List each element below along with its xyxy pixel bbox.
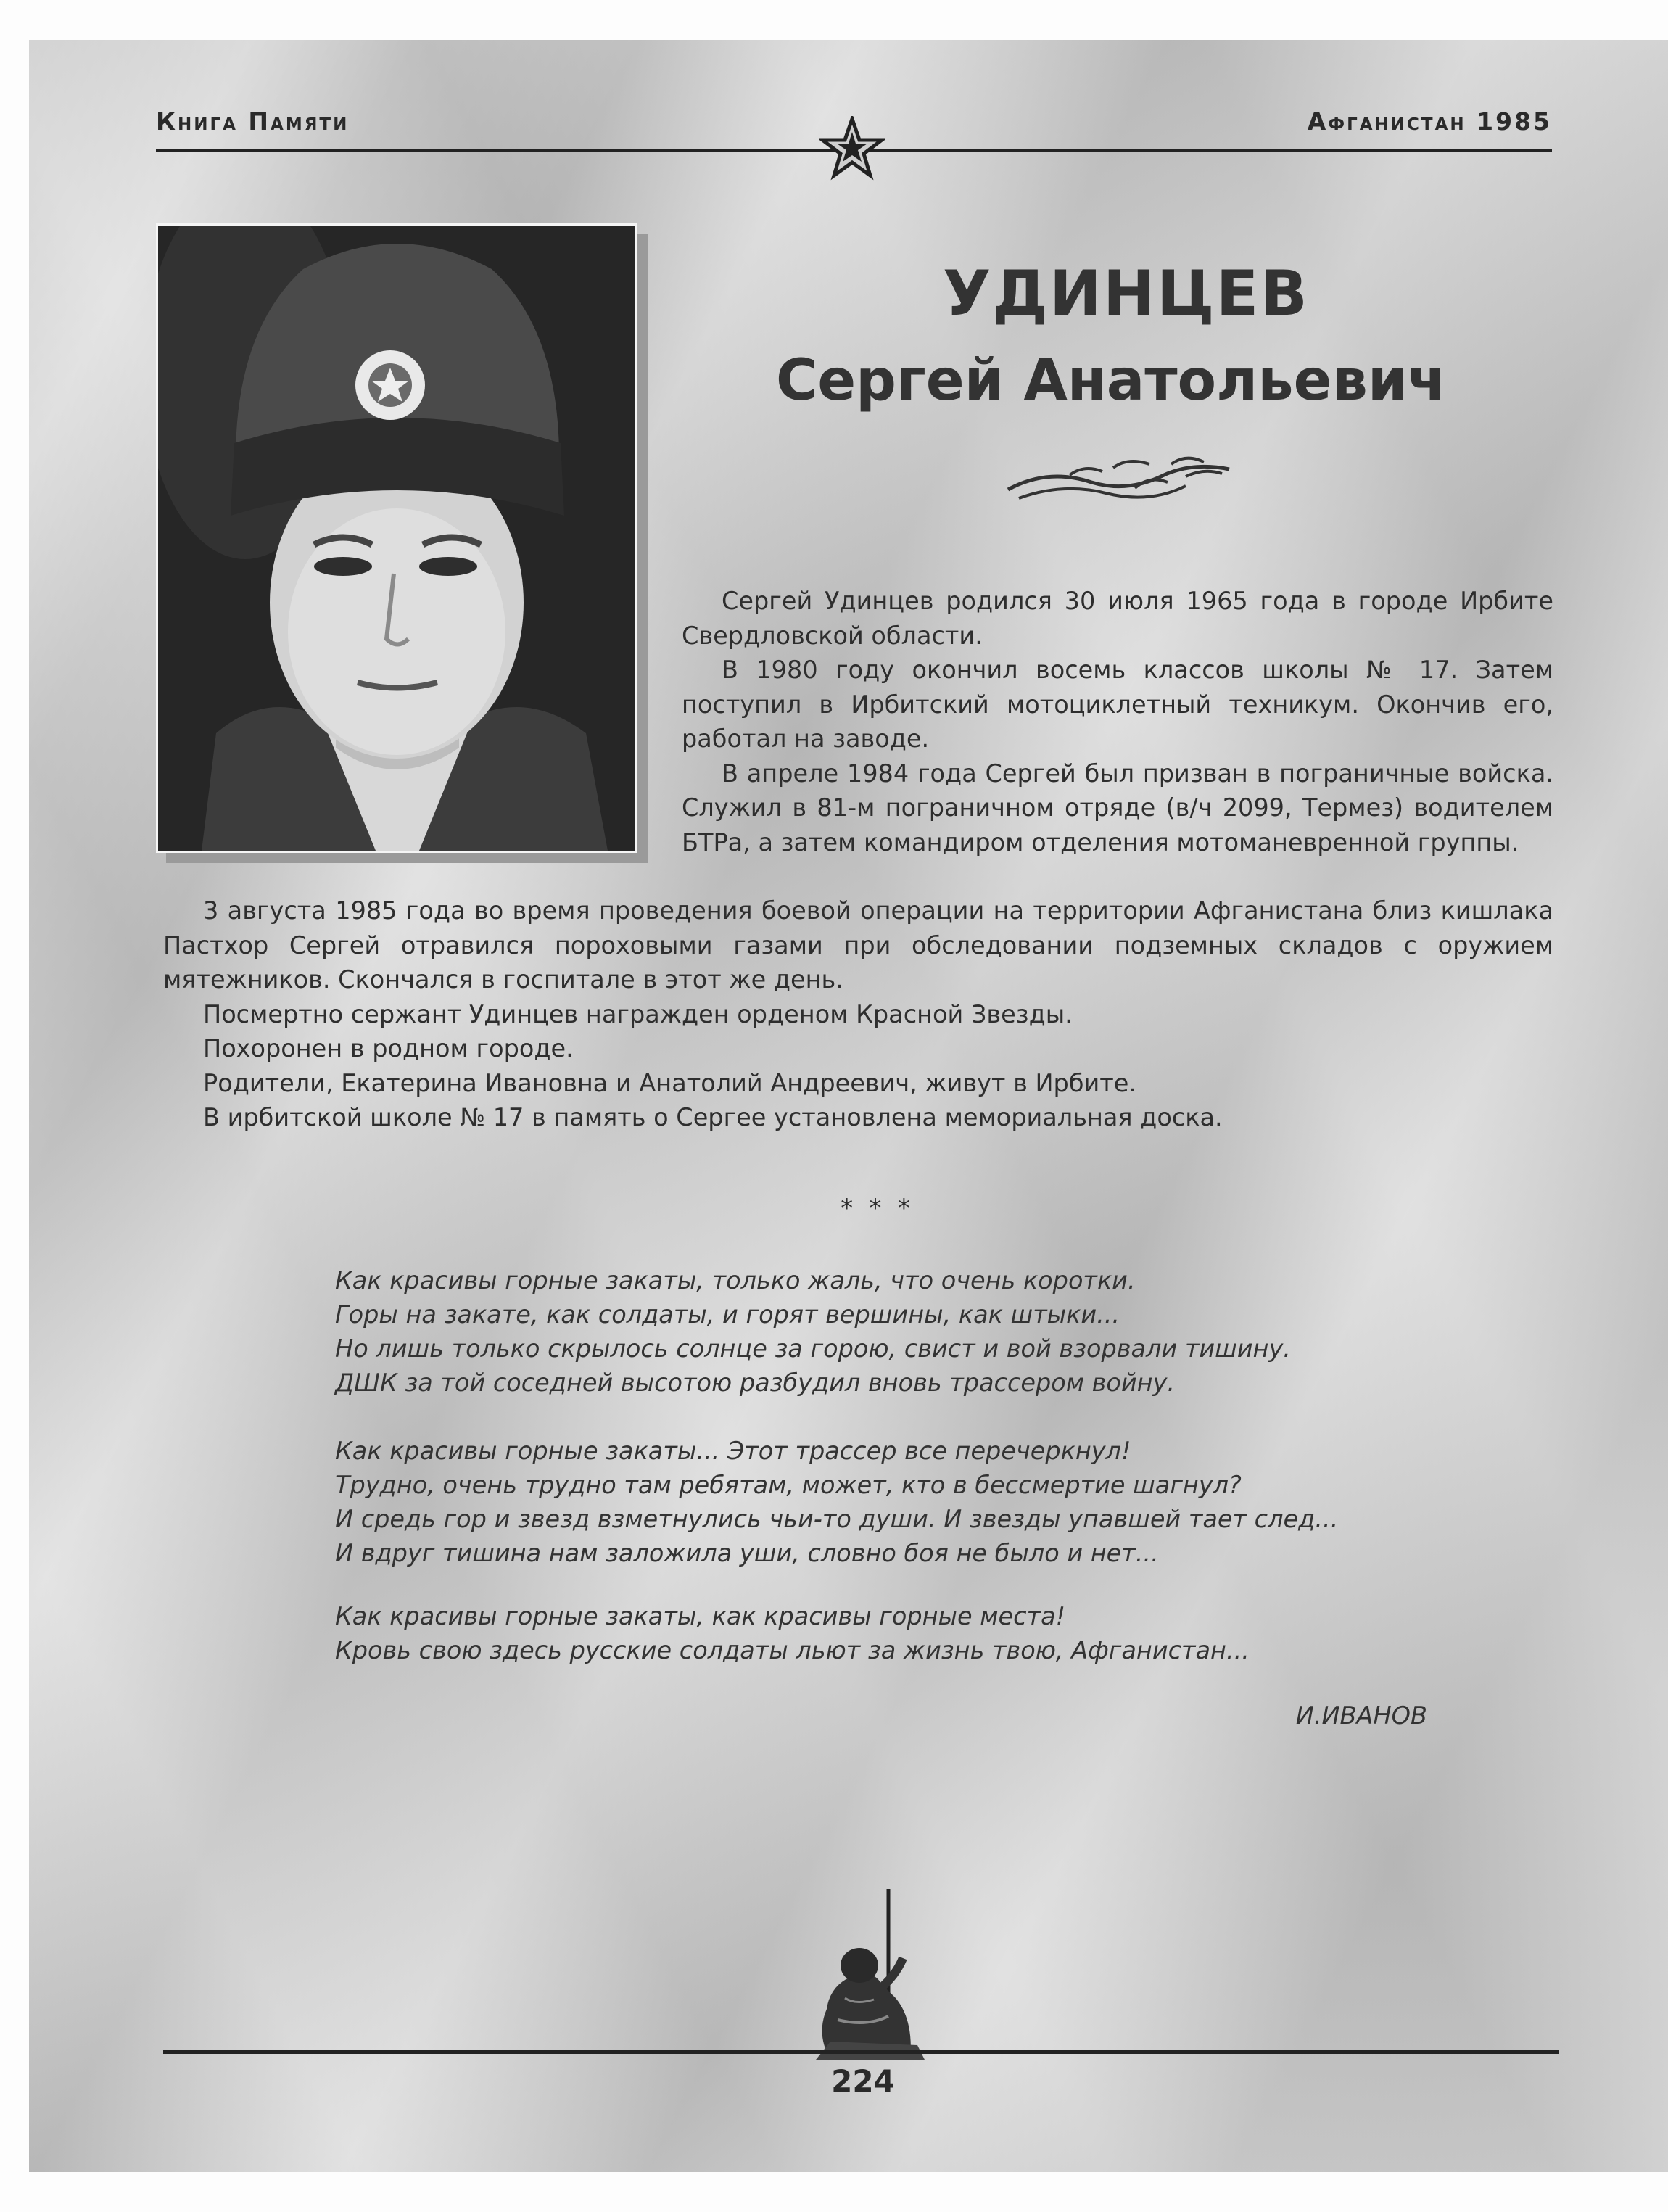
poem-stanza-2: [335, 1434, 1495, 1570]
poem-line: Как красивы горные закаты... Этот трассер все перечеркнул!: [335, 1437, 1131, 1465]
ornament-flourish-icon: [1004, 453, 1236, 504]
biography-column: [682, 584, 1553, 859]
header-book-title: Книга Памяти: [156, 107, 350, 136]
poem-line: Трудно, очень трудно там ребятам, может, кто в бессмертие шагнул?: [335, 1471, 1242, 1499]
bio-paragraph: В 1980 году окончил восемь классов школы № 17. Затем поступил в Ирбитский мотоциклетный техникум. Окончив его, работал на заводе.: [682, 656, 1553, 753]
page-number: 224: [831, 2063, 895, 2099]
portrait-photo: [156, 223, 637, 853]
poem-line: ДШК за той соседней высотою разбудил вновь трассером войну.: [335, 1369, 1176, 1397]
bio-paragraph: Похоронен в родном городе.: [203, 1034, 574, 1062]
bio-paragraph: Родители, Екатерина Ивановна и Анатолий Андреевич, живут в Ирбите.: [203, 1068, 1137, 1097]
given-names: Сергей Анатольевич: [776, 348, 1447, 413]
biography-full: [163, 894, 1553, 1135]
poem-line: Как красивы горные закаты, только жаль, что очень коротки.: [335, 1266, 1136, 1295]
section-separator: * * *: [841, 1194, 914, 1222]
bio-paragraph: В апреле 1984 года Сергей был призван в пограничные войска. Служил в 81-м пограничном отряде (в/ч 2099, Термез) водителем БТРа, а затем командиром отделения мотоманевренной группы.: [682, 759, 1553, 857]
star-icon: [819, 116, 885, 181]
bio-paragraph: 3 августа 1985 года во время проведения боевой операции на территории Афганистана близ кишлака Пастхор Сергей отравился пороховыми газами при обследовании подземных складов с оружием мятежников. Скончался в госпитале в этот же день.: [163, 896, 1553, 994]
poem-line: Горы на закате, как солдаты, и горят вершины, как штыки...: [335, 1300, 1120, 1329]
poem-stanza-1: [335, 1263, 1495, 1400]
poem-author: И.ИВАНОВ: [1295, 1701, 1427, 1730]
soldier-figure-icon: [787, 1889, 939, 2063]
bio-paragraph: В ирбитской школе № 17 в память о Сергее установлена мемориальная доска.: [203, 1103, 1223, 1131]
poem-line: И вдруг тишина нам заложила уши, словно боя не было и нет...: [335, 1539, 1159, 1567]
poem-line: Кровь свою здесь русские солдаты льют за жизнь твою, Афганистан...: [335, 1636, 1250, 1664]
poem-line: И средь гор и звезд взметнулись чьи-то души. И звезды упавшей тает след...: [335, 1505, 1339, 1533]
soldier-portrait-icon: [158, 226, 635, 851]
footer-rule: [163, 2050, 1559, 2054]
poem-line: Но лишь только скрылось солнце за горою, свист и вой взорвали тишину.: [335, 1334, 1291, 1363]
header-section: Афганистан 1985: [1307, 107, 1552, 136]
poem-stanza-3: [335, 1599, 1495, 1667]
surname: УДИНЦЕВ: [943, 257, 1309, 330]
bio-paragraph: Сергей Удинцев родился 30 июля 1965 года в городе Ирбите Свердловской области.: [682, 587, 1553, 650]
bio-paragraph: Посмертно сержант Удинцев награжден орденом Красной Звезды.: [203, 999, 1073, 1028]
poem-line: Как красивы горные закаты, как красивы горные места!: [335, 1602, 1066, 1630]
